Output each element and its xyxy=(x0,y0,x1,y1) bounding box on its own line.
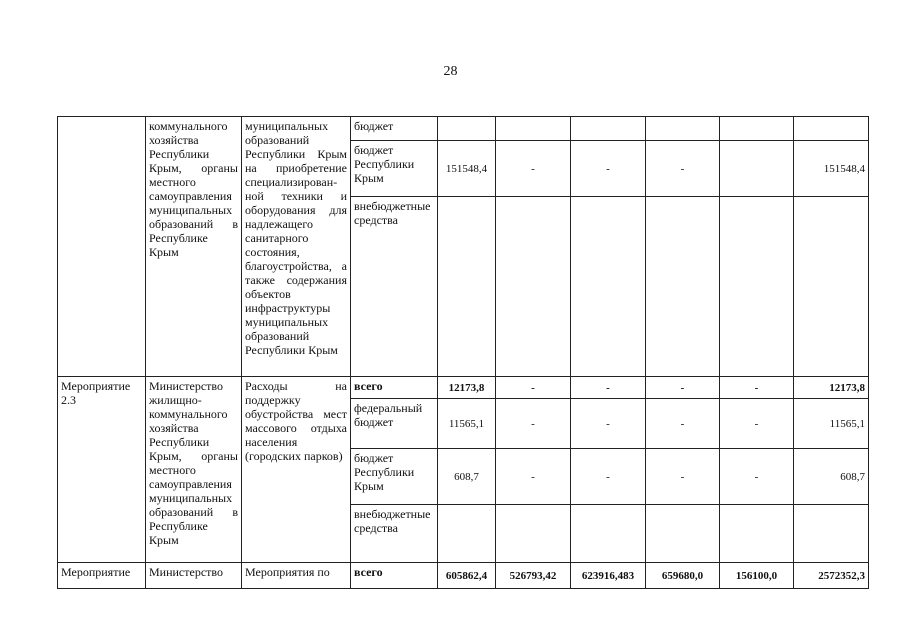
value-cell: - xyxy=(496,399,571,449)
table-row xyxy=(58,377,869,399)
executor-cell: Министерство xyxy=(146,563,242,589)
value-cell xyxy=(720,117,794,141)
value-cell: 659680,0 xyxy=(646,563,720,589)
funding-source: бюджет xyxy=(351,117,438,141)
value-cell xyxy=(438,197,496,377)
total-cell: 2572352,3 xyxy=(794,563,869,589)
value-cell xyxy=(438,505,496,563)
funding-source: всего xyxy=(351,377,438,399)
value-cell xyxy=(720,505,794,563)
value-cell: - xyxy=(496,449,571,505)
value-cell: - xyxy=(571,399,646,449)
value-cell: - xyxy=(571,141,646,197)
value-cell: 526793,42 xyxy=(496,563,571,589)
value-cell: 608,7 xyxy=(438,449,496,505)
value-cell xyxy=(571,505,646,563)
value-cell: 605862,4 xyxy=(438,563,496,589)
funding-source: федеральный бюджет xyxy=(351,399,438,449)
value-cell: 11565,1 xyxy=(438,399,496,449)
value-cell: - xyxy=(720,449,794,505)
purpose-cell: Расходы на поддержку обустройства мест массового отдыха населения (городских парков) xyxy=(242,377,351,563)
measure-cell xyxy=(58,117,146,377)
total-cell: 11565,1 xyxy=(794,399,869,449)
funding-source: бюджет Республики Крым xyxy=(351,449,438,505)
value-cell: - xyxy=(646,377,720,399)
funding-source: внебюджетные средства xyxy=(351,197,438,377)
value-cell xyxy=(496,117,571,141)
table-row xyxy=(58,117,869,141)
value-cell: - xyxy=(496,141,571,197)
total-cell xyxy=(794,117,869,141)
value-cell: 12173,8 xyxy=(438,377,496,399)
total-cell: 151548,4 xyxy=(794,141,869,197)
purpose-cell: муниципальных образований Республики Крым на приобретение специализированной техники и оборудования для надлежащего санитарного состояния, благоустройства, а также содержания объектов инфраструктуры муниципальных образований Республики Крым xyxy=(242,117,351,377)
value-cell: - xyxy=(571,449,646,505)
value-cell xyxy=(571,197,646,377)
measure-cell: Мероприятие xyxy=(58,563,146,589)
value-cell xyxy=(571,117,646,141)
value-cell: - xyxy=(646,141,720,197)
purpose-cell: Мероприятия по xyxy=(242,563,351,589)
value-cell xyxy=(720,141,794,197)
value-cell: - xyxy=(646,449,720,505)
value-cell xyxy=(496,505,571,563)
measure-cell: Мероприятие 2.3 xyxy=(58,377,146,563)
value-cell: - xyxy=(571,377,646,399)
value-cell: - xyxy=(720,377,794,399)
executor-cell: коммунального хозяйства Республики Крым, органы местного самоуправления муниципальных образований в Республике Крым xyxy=(146,117,242,377)
value-cell: - xyxy=(646,399,720,449)
funding-source: бюджет Республики Крым xyxy=(351,141,438,197)
value-cell xyxy=(720,197,794,377)
value-cell: 151548,4 xyxy=(438,141,496,197)
funding-source: всего xyxy=(351,563,438,589)
table-row xyxy=(58,563,869,589)
executor-cell: Министерство жилищно-коммунального хозяйства Республики Крым, органы местного самоуправления муниципальных образований в Республике Крым xyxy=(146,377,242,563)
funding-source: внебюджетные средства xyxy=(351,505,438,563)
program-financing-table xyxy=(57,116,869,589)
value-cell xyxy=(496,197,571,377)
value-cell: 156100,0 xyxy=(720,563,794,589)
value-cell xyxy=(438,117,496,141)
value-cell: 623916,483 xyxy=(571,563,646,589)
total-cell xyxy=(794,197,869,377)
value-cell: - xyxy=(720,399,794,449)
value-cell xyxy=(646,117,720,141)
total-cell: 12173,8 xyxy=(794,377,869,399)
total-cell xyxy=(794,505,869,563)
page-number: 28 xyxy=(443,64,458,79)
total-cell: 608,7 xyxy=(794,449,869,505)
value-cell: - xyxy=(496,377,571,399)
value-cell xyxy=(646,197,720,377)
value-cell xyxy=(646,505,720,563)
